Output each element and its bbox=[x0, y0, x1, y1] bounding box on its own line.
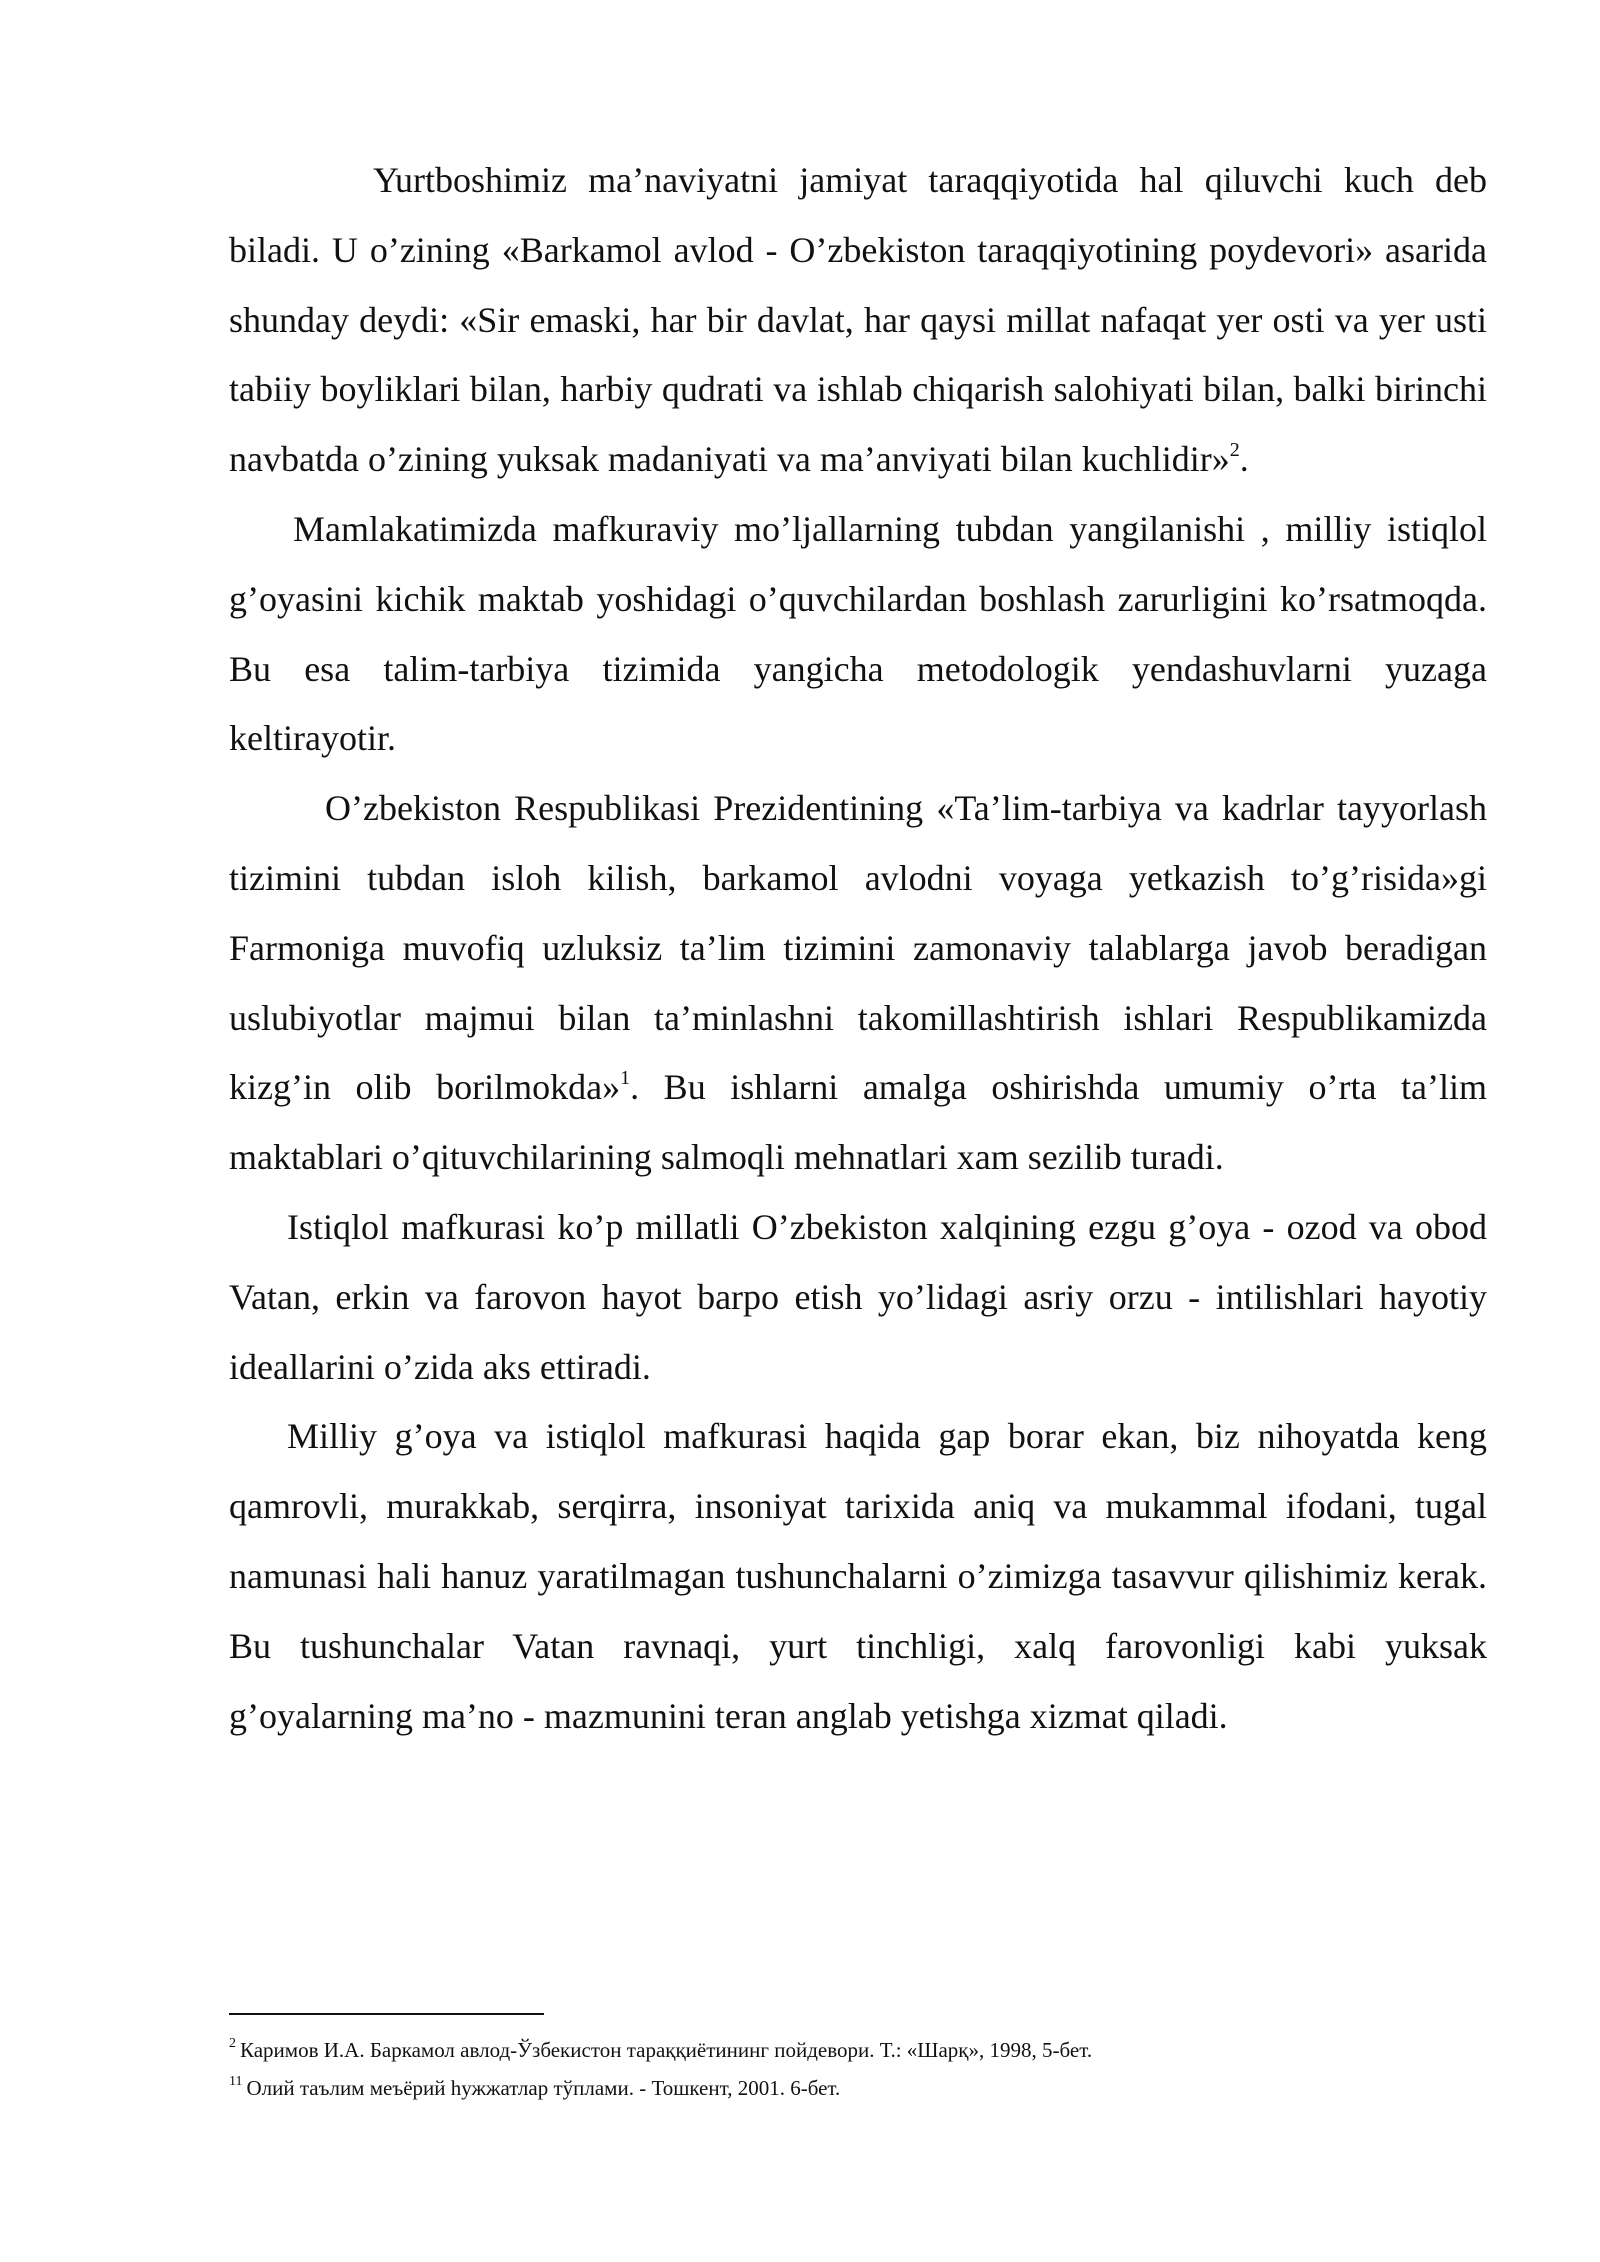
paragraph-4 bbox=[229, 1193, 1487, 1402]
paragraph-3-tail: . Bu ishlarni amalga oshirishda umumiy o’rta ta’lim maktablari o’qituvchilarining salmoqli mehnatlari xam sezilib turadi. bbox=[229, 1067, 1487, 1178]
footnote-1 bbox=[229, 2069, 1487, 2107]
document-body bbox=[229, 146, 1487, 1751]
footnote-2-mark: 2 bbox=[229, 2036, 236, 2051]
footnote-separator bbox=[229, 2013, 544, 2015]
footnotes-section bbox=[229, 2013, 1487, 2107]
paragraph-2 bbox=[229, 495, 1487, 774]
paragraph-3-text: O’zbekiston Respublikasi Prezidentining «Ta’lim-tarbiya va kadrlar tayyorlash tizimini tubdan isloh kilish, barkamol avlodni voyaga yetkazish to’g’risida»gi Farmoniga muvofiq uzluksiz ta’lim tizimini zamonaviy talablarga javob beradigan uslubiyotlar majmui bilan ta’minlashni takomillashtirish ishlari Respublikamizda kizg’in olib borilmokda» bbox=[229, 788, 1487, 1108]
paragraph-2-text: Mamlakatimizda mafkuraviy mo’ljallarning tubdan yangilanishi , milliy istiqlol g’oyasini kichik maktab yoshidagi o’quvchilardan boshlash zarurligini ko’rsatmoqda. Bu esa talim-tarbiya tizimida yangicha metodologik yendashuvlarni yuzaga keltirayotir. bbox=[229, 508, 1487, 759]
footnote-ref-2[interactable]: 2 bbox=[1229, 439, 1240, 462]
paragraph-4-text: Istiqlol mafkurasi ko’p millatli O’zbekiston xalqining ezgu g’oya - ozod va obod Vatan, erkin va farovon hayot barpo etish yo’lidagi asriy orzu - intilishlari hayotiy ideallarini o’zida aks ettiradi. bbox=[229, 1206, 1487, 1387]
paragraph-5 bbox=[229, 1402, 1487, 1751]
paragraph-1-tail: . bbox=[1239, 439, 1249, 480]
footnote-1-text: Олий таълим меъёрий hужжатлар тўплами. - Тошкент, 2001. 6-бет. bbox=[246, 2076, 841, 2100]
paragraph-3 bbox=[229, 774, 1487, 1193]
footnote-ref-1[interactable]: 1 bbox=[620, 1067, 631, 1090]
paragraph-1 bbox=[229, 146, 1487, 495]
footnote-1-mark: 11 bbox=[229, 2074, 243, 2089]
footnote-2 bbox=[229, 2031, 1487, 2069]
paragraph-1-text: Yurtboshimiz ma’naviyatni jamiyat taraqqiyotida hal qiluvchi kuch deb biladi. U o’zining «Barkamol avlod - O’zbekiston taraqqiyotining poydevori» asarida shunday deydi: «Sir emaski, har bir davlat, har qaysi millat nafaqat yer osti va yer usti tabiiy boyliklari bilan, harbiy qudrati va ishlab chiqarish salohiyati bilan, balki birinchi navbatda o’zining yuksak madaniyati va ma’anviyati bilan kuchlidir» bbox=[229, 160, 1487, 480]
footnote-2-text: Каримов И.А. Баркамол авлод-Ўзбекистон тараққиётининг пойдевори. Т.: «Шарқ», 1998, 5-бет. bbox=[240, 2038, 1093, 2062]
paragraph-5-text: Milliy g’oya va istiqlol mafkurasi haqida gap borar ekan, biz nihoyatda keng qamrovli, murakkab, serqirra, insoniyat tarixida aniq va mukammal ifodani, tugal namunasi hali hanuz yaratilmagan tushunchalarni o’zimizga tasavvur qilishimiz kerak. Bu tushunchalar Vatan ravnaqi, yurt tinchligi, xalq farovonligi kabi yuksak g’oyalarning ma’no - mazmunini teran anglab yetishga xizmat qiladi. bbox=[229, 1416, 1487, 1736]
